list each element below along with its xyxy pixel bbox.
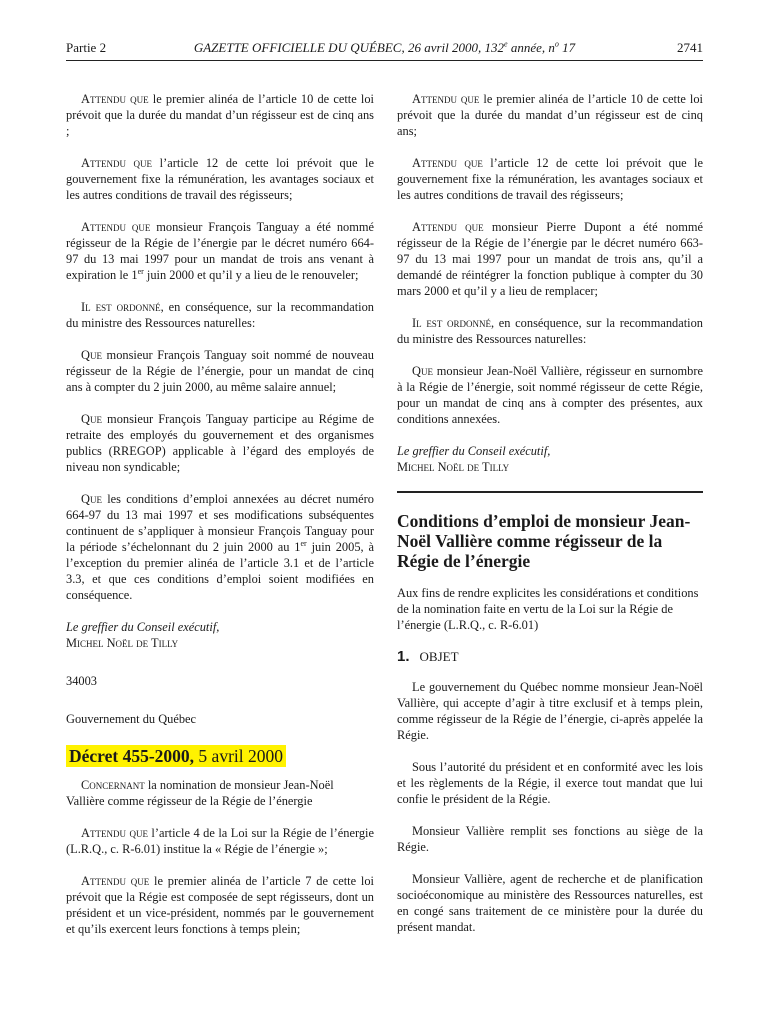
document-number: 34003 <box>66 674 97 688</box>
paragraph: Attendu que monsieur Pierre Dupont a été nommé régisseur de la Régie de l’énergie par le décret numéro 663-97 du 13 mai 1997 pour un mandat de trois ans, qu’il a demandé de réintégrer la fonction publique à compter du 30 mars 2000 et qu’il y a lieu de remplacer; <box>397 220 703 298</box>
left-column <box>66 91 374 953</box>
conditions-heading: Conditions d’emploi de monsieur Jean-Noël Vallière comme régisseur de la Régie de l’énergie <box>397 511 691 571</box>
signature-role: Le greffier du Conseil exécutif, <box>66 620 220 634</box>
paragraph: Monsieur Vallière remplit ses fonctions au siège de la Régie. <box>397 824 703 854</box>
paragraph: Sous l’autorité du président et en conformité avec les lois et les règlements de la Régie, il exerce tout mandat que lui confie le président de la Régie. <box>397 760 703 806</box>
paragraph: Le gouvernement du Québec nomme monsieur Jean-Noël Vallière, qui accepte d’agir à titre exclusif et à temps plein, comme régisseur de la Régie de l’énergie, ci-après appelée la Régie. <box>397 680 703 742</box>
decree-title: Décret 455-2000, 5 avril 2000 <box>66 745 286 767</box>
page-header <box>66 40 703 61</box>
signature-name: Michel Noël de Tilly <box>66 636 179 650</box>
signature-block <box>397 443 703 475</box>
section-divider <box>397 491 703 493</box>
paragraph: Il est ordonné, en conséquence, sur la recommandation du ministre des Ressources naturelles: <box>397 316 703 346</box>
header-part: Partie 2 <box>66 40 107 55</box>
paragraph: Il est ordonné, en conséquence, sur la recommandation du ministre des Ressources naturelles: <box>66 300 374 330</box>
signature-role: Le greffier du Conseil exécutif, <box>397 444 551 458</box>
paragraph: Attendu que l’article 12 de cette loi prévoit que le gouvernement fixe la rémunération, les avantages sociaux et les autres conditions de travail des régisseurs; <box>397 156 703 202</box>
paragraph: Attendu que l’article 12 de cette loi prévoit que le gouvernement fixe la rémunération, les avantages sociaux et les autres conditions de travail des régisseurs; <box>66 156 374 202</box>
government-label: Gouvernement du Québec <box>66 712 197 726</box>
right-column <box>397 91 703 951</box>
conditions-intro: Aux fins de rendre explicites les considérations et conditions de la nomination faite en vertu de la Loi sur la Régie de l’énergie (L.R.Q., c. R-6.01) <box>397 586 699 632</box>
signature-name: Michel Noël de Tilly <box>397 460 510 474</box>
paragraph: Que monsieur Jean-Noël Vallière, régisseur en surnombre à la Régie de l’énergie, soit nommé régisseur de cette Régie, pour un mandat de cinq ans à compter des présentes, aux conditions annexées. <box>397 364 703 426</box>
header-page-number: 2741 <box>677 40 703 55</box>
paragraph: Attendu que l’article 4 de la Loi sur la Régie de l’énergie (L.R.Q., c. R-6.01) institue la « Régie de l’énergie »; <box>66 826 374 856</box>
paragraph: Que monsieur François Tanguay participe au Régime de retraite des employés du gouvernement et des organismes publics (RREGOP) applicable à l’égard des employés de niveau non syndicable; <box>66 412 374 474</box>
header-publication: GAZETTE OFFICIELLE DU QUÉBEC, 26 avril 2000, 132e année, $n^o$ 17 <box>193 39 576 55</box>
paragraph: Attendu que monsieur François Tanguay a été nommé régisseur de la Régie de l’énergie par le décret numéro 664-97 du 13 mai 1997 pour un mandat de trois ans venant à expiration le 1er juin 2000 et qu’il y a lieu de le renouveler; <box>66 220 374 282</box>
section-heading: 1. OBJET <box>397 648 459 665</box>
paragraph: Attendu que le premier alinéa de l’article 7 de cette loi prévoit que la Régie est composée de sept régisseurs, dont un président et un vice-président, nommés par le gouvernement et qu’ils exercent leurs fonctions à temps plein; <box>66 874 374 936</box>
paragraph: Que les conditions d’emploi annexées au décret numéro 664-97 du 13 mai 1997 et ses modifications subséquentes continuent de s’appliquer à monsieur François Tanguay pour la période s’échelonnant du 2 juin 2000 au 1er juin 2005, à l’exception du premier alinéa de l’article 3.1 et de l’article 3.3, et que ces conditions d’emploi soient modifiées en conséquence. <box>66 492 374 602</box>
paragraph: Concernant la nomination de monsieur Jean-Noël Vallière comme régisseur de la Régie de l’énergie <box>66 778 334 808</box>
paragraph: Attendu que le premier alinéa de l’article 10 de cette loi prévoit que la durée du mandat d’un régisseur est de cinq ans ; <box>66 92 374 138</box>
signature-block <box>66 619 374 651</box>
paragraph: Attendu que le premier alinéa de l’article 10 de cette loi prévoit que la durée du mandat d’un régisseur est de cinq ans; <box>397 92 703 138</box>
paragraph: Monsieur Vallière, agent de recherche et de planification socioéconomique au ministère des Ressources naturelles, est en congé sans traitement de ce ministère pour la durée du présent mandat. <box>397 872 703 934</box>
paragraph: Que monsieur François Tanguay soit nommé de nouveau régisseur de la Régie de l’énergie, pour un mandat de cinq ans à compter du 2 juin 2000, au même salaire annuel; <box>66 348 374 394</box>
